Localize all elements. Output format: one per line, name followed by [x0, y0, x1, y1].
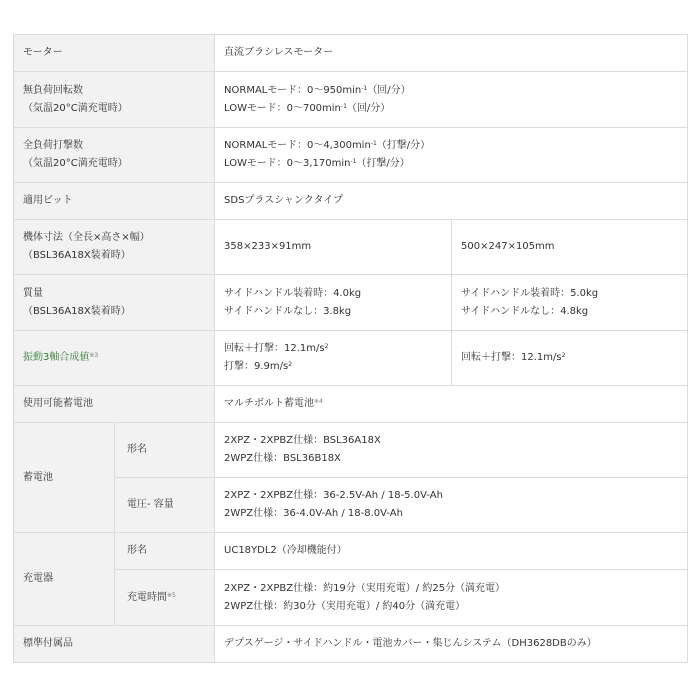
- row-motor: [14, 35, 688, 72]
- mass-value-b: [452, 275, 688, 331]
- battery-label: 蓄電池: [14, 423, 115, 533]
- noload-label-main: 無負荷回転数: [23, 84, 83, 96]
- impact-low: [224, 155, 678, 173]
- charger-model-label: 形名: [115, 533, 215, 570]
- dims-value-a: 358×233×91mm: [215, 220, 452, 275]
- mass-label: [14, 275, 215, 331]
- impact-low-unit: （打撃/分）: [356, 158, 410, 169]
- row-impact-rate: [14, 128, 688, 183]
- mass-value-a: [215, 275, 452, 331]
- mass-b-with-handle: サイドハンドル装着時：5.0kg: [461, 287, 599, 299]
- noload-low: [224, 100, 678, 118]
- battery-voltage-label: 電圧- 容量: [115, 478, 215, 533]
- vibration-a2-sup: 2: [288, 361, 293, 368]
- row-battery-model: [14, 423, 688, 478]
- noload-low-unit: （回/分）: [346, 102, 391, 114]
- motor-label: モーター: [14, 35, 215, 72]
- battery-voltage-2wpz: 2WPZ仕様：36-4.0V-Ah / 18-8.0V-Ah: [224, 508, 403, 519]
- row-accessories: [14, 626, 688, 663]
- impact-label: [14, 128, 215, 183]
- battery-model-value: [215, 423, 688, 478]
- mass-b-without-handle: サイドハンドルなし：4.8kg: [461, 305, 589, 317]
- impact-normal-sup: -1: [370, 140, 377, 147]
- charge-time-note: ※5: [167, 591, 176, 599]
- impact-low-text: LOWモード：0～3,170min: [224, 158, 351, 169]
- vibration-b1-sup: 2: [561, 352, 566, 359]
- vibration-note: ※3: [89, 352, 99, 359]
- dims-value-b: 500×247×105mm: [452, 220, 688, 275]
- noload-label: [14, 72, 215, 128]
- usable-battery-value: [215, 386, 688, 423]
- spec-table: [13, 34, 688, 663]
- noload-normal-sup: -1: [361, 84, 368, 92]
- charge-time-value: [215, 570, 688, 626]
- vibration-a-hammer: [224, 358, 442, 376]
- vibration-a-rotary-hammer: [224, 340, 442, 358]
- vibration-label: [14, 331, 215, 386]
- impact-label-note: （気温20°C満充電時）: [23, 158, 128, 169]
- battery-voltage-value: [215, 478, 688, 533]
- row-mass: [14, 275, 688, 331]
- bit-label: 適用ビット: [14, 183, 215, 220]
- dims-label-main: 機体寸法（全長×高さ×幅）: [23, 232, 150, 243]
- vibration-b-rotary-hammer: [461, 349, 678, 367]
- impact-value: [215, 128, 688, 183]
- battery-model-2wpz: 2WPZ仕様：BSL36B18X: [224, 453, 341, 464]
- noload-value: [215, 72, 688, 128]
- charge-time-2wpz: 2WPZ仕様：約30分（実用充電）/ 約40分（満充電）: [224, 600, 466, 612]
- impact-label-main: 全負荷打撃数: [23, 140, 83, 151]
- charger-label: 充電器: [14, 533, 115, 626]
- charge-time-label: [115, 570, 215, 626]
- vibration-a1-text: 回転＋打撃：12.1m/s: [224, 343, 325, 354]
- noload-normal: [224, 82, 678, 100]
- battery-model-2xpz: 2XPZ・2XPBZ仕様：BSL36A18X: [224, 435, 381, 446]
- vibration-label-text: 振動3軸合成値: [23, 352, 90, 363]
- noload-normal-unit: （回/分）: [367, 84, 411, 96]
- motor-value: 直流ブラシレスモーター: [215, 35, 688, 72]
- vibration-a1-sup: 2: [324, 343, 329, 350]
- mass-a-with-handle: サイドハンドル装着時：4.0kg: [224, 287, 362, 299]
- charge-time-label-text: 充電時間: [127, 591, 167, 603]
- row-usable-battery: [14, 386, 688, 423]
- noload-low-sup: -1: [340, 102, 347, 110]
- noload-low-text: LOWモード：0～700min: [224, 102, 341, 114]
- impact-normal-text: NORMALモード：0～4,300min: [224, 140, 371, 151]
- row-battery-voltage: [14, 478, 688, 533]
- battery-voltage-2xpz: 2XPZ・2XPBZ仕様：36-2.5V-Ah / 18-5.0V-Ah: [224, 490, 443, 501]
- accessories-label: 標準付属品: [14, 626, 215, 663]
- row-bit: [14, 183, 688, 220]
- vibration-value-b: [452, 331, 688, 386]
- noload-normal-text: NORMALモード：0～950min: [224, 84, 362, 96]
- mass-label-note: （BSL36A18X装着時）: [23, 305, 131, 317]
- usable-battery-label: 使用可能蓄電池: [14, 386, 215, 423]
- mass-label-main: 質量: [23, 287, 43, 299]
- row-dimensions: [14, 220, 688, 275]
- vibration-b1-text: 回転＋打撃：12.1m/s: [461, 352, 562, 363]
- dims-label-note: （BSL36A18X装着時）: [23, 250, 131, 261]
- vibration-a2-text: 打撃：9.9m/s: [224, 361, 289, 372]
- impact-low-sup: -1: [350, 158, 357, 165]
- accessories-value: デプスゲージ・サイドハンドル・電池カバー・集じんシステム（DH3628DBのみ）: [215, 626, 688, 663]
- impact-normal: [224, 137, 678, 155]
- row-vibration: [14, 331, 688, 386]
- row-charge-time: [14, 570, 688, 626]
- usable-battery-note: ※4: [314, 398, 323, 405]
- bit-value: SDSプラスシャンクタイプ: [215, 183, 688, 220]
- row-charger-model: [14, 533, 688, 570]
- charger-model-value: UC18YDL2（冷却機能付）: [215, 533, 688, 570]
- impact-normal-unit: （打撃/分）: [376, 140, 431, 151]
- vibration-value-a: [215, 331, 452, 386]
- usable-battery-text: マルチボルト蓄電池: [224, 398, 315, 409]
- row-noload-speed: [14, 72, 688, 128]
- noload-label-note: （気温20°C満充電時）: [23, 102, 128, 114]
- dims-label: [14, 220, 215, 275]
- mass-a-without-handle: サイドハンドルなし：3.8kg: [224, 305, 352, 317]
- charge-time-2xpz: 2XPZ・2XPBZ仕様：約19分（実用充電）/ 約25分（満充電）: [224, 582, 506, 594]
- battery-model-label: 形名: [115, 423, 215, 478]
